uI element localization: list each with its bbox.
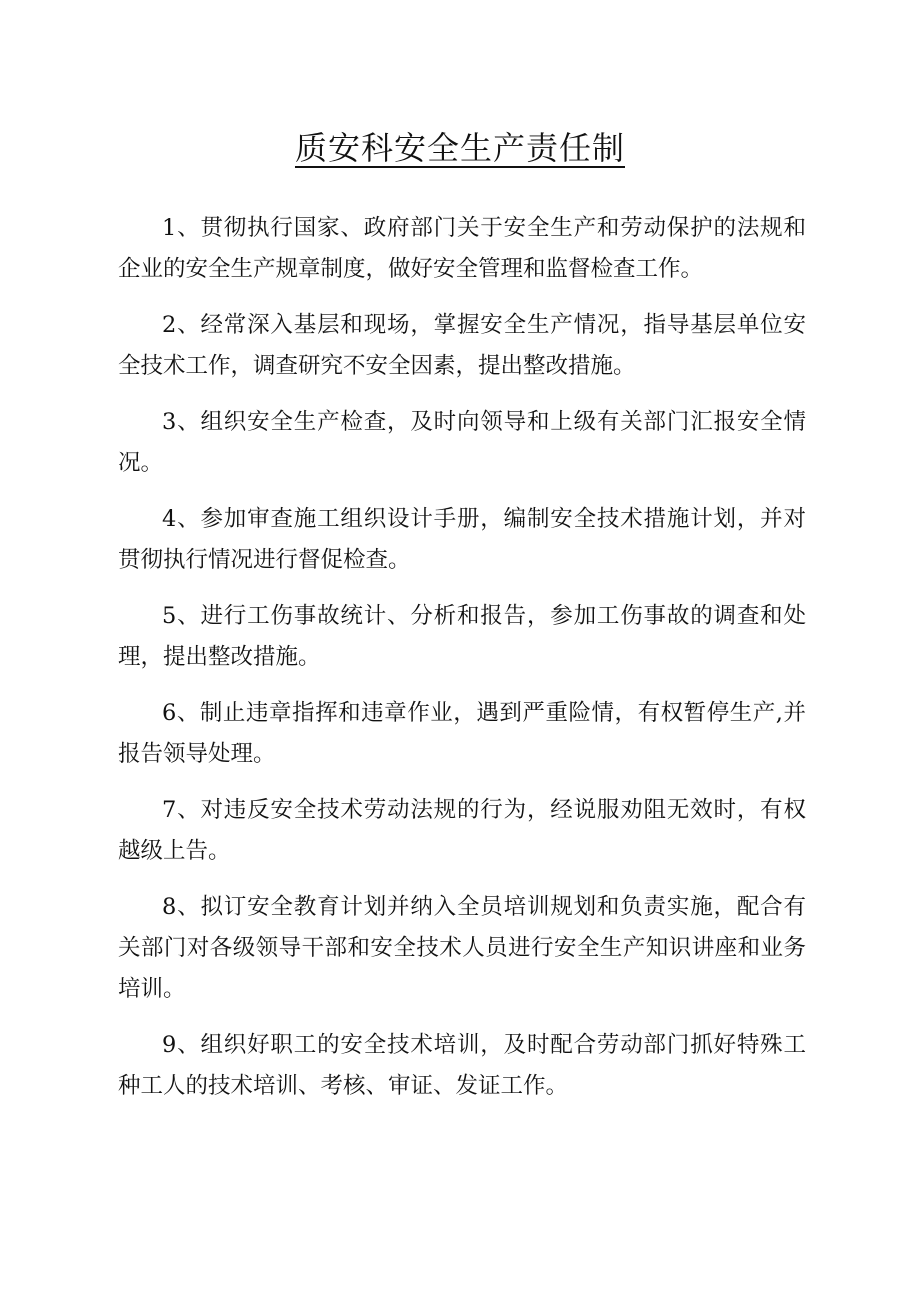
- clause-item: 9、组织好职工的安全技术培训，及时配合劳动部门抓好特殊工种工人的技术培训、考核、审证、发证工作。: [118, 1032, 806, 1099]
- clause-item: 5、进行工伤事故统计、分析和报告，参加工伤事故的调查和处理，提出整改措施。: [118, 603, 806, 670]
- clause-item: 3、组织安全生产检查，及时向领导和上级有关部门汇报安全情况。: [118, 409, 806, 476]
- clause-item: 7、对违反安全技术劳动法规的行为，经说服劝阻无效时，有权越级上告。: [118, 797, 806, 864]
- clause-list: [118, 208, 806, 1122]
- clause-item: 1、贯彻执行国家、政府部门关于安全生产和劳动保护的法规和企业的安全生产规章制度，做好安全管理和监督检查工作。: [118, 215, 806, 282]
- clause-item: 4、参加审查施工组织设计手册，编制安全技术措施计划，并对贯彻执行情况进行督促检查。: [118, 506, 806, 573]
- clause-item: 2、经常深入基层和现场，掌握安全生产情况，指导基层单位安全技术工作，调查研究不安全因素，提出整改措施。: [118, 312, 806, 379]
- document-title-text: 质安科安全生产责任制: [294, 129, 625, 167]
- clause-item: 8、拟订安全教育计划并纳入全员培训规划和负责实施，配合有关部门对各级领导干部和安全技术人员进行安全生产知识讲座和业务培训。: [118, 894, 806, 1002]
- document-title: [0, 124, 920, 172]
- clause-item: 6、制止违章指挥和违章作业，遇到严重险情，有权暂停生产,并报告领导处理。: [118, 700, 806, 767]
